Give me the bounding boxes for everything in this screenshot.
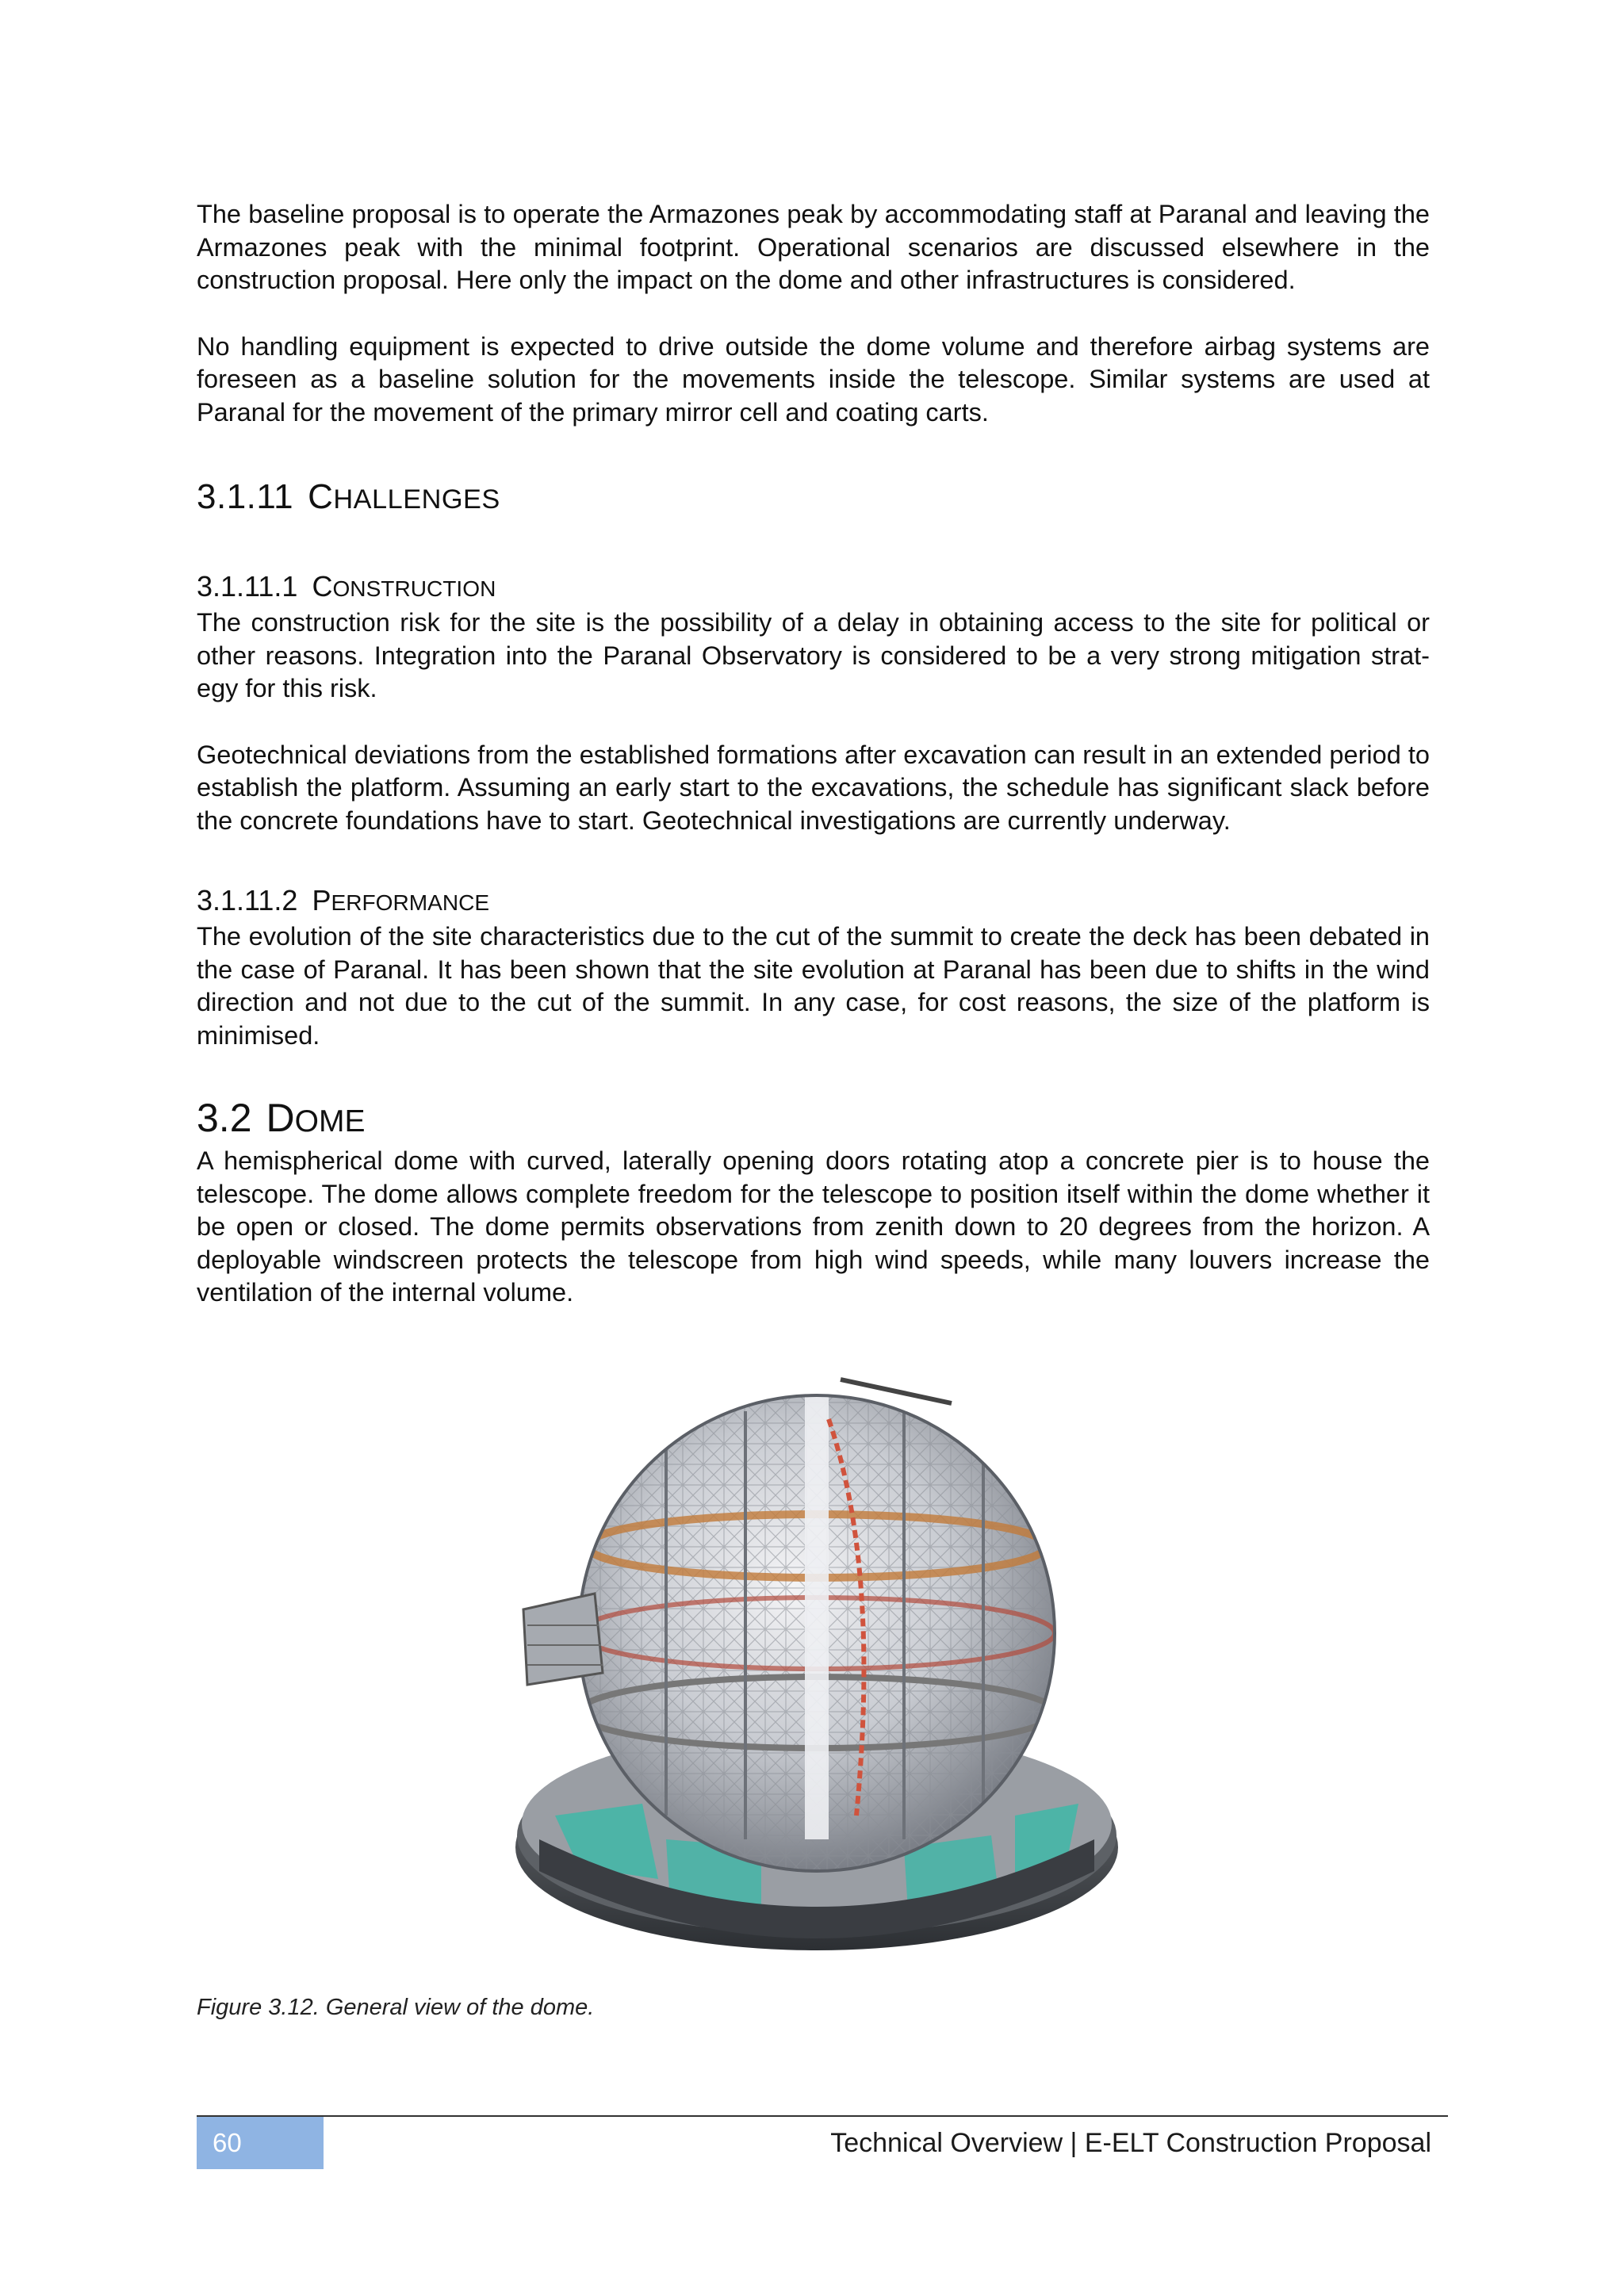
heading-dome [197,1095,1430,1145]
heading-construction [197,569,1430,607]
heading-rest: ONSTRUCTION [332,576,496,601]
heading-initial: C [308,477,334,516]
dome-figure [508,1372,1126,1982]
page-number: 60 [213,2128,242,2157]
heading-initial: C [312,570,333,603]
heading-number: 3.2 [197,1096,252,1140]
heading-number: 3.1.11.1 [197,570,298,603]
paragraph-site-evolution: The evolution of the site characteristics due to the cut of the summit to create the deck has been debated in the case of Paranal. It has been shown that the site evolution at Paranal has been due to shifts in the wind direction and not due to the cut of the summit. In any case, for cost reasons, the size of the platform is minimised. [197,922,1430,1050]
heading-challenges [197,476,1430,520]
dome-rendering-icon [508,1372,1126,1982]
heading-rest: ERFORMANCE [331,890,490,915]
heading-initial: P [312,884,331,916]
heading-rest: HALLENGES [333,484,500,515]
paragraph-construction-risk: The construction risk for the site is the possibility of a delay in obtaining access to the site for political or other reasons. Integration into the Paranal Observatory is considered to be a very strong mitigation strat-egy for this risk. [197,608,1430,702]
heading-rest: OME [294,1104,366,1138]
paragraph-dome-description: A hemispherical dome with curved, laterally opening doors rotating atop a concrete pier is to house the telescope. The dome allows complete freedom for the telescope to position itself within the dome whether it be open or closed. The dome permits observations from zenith down to 20 degrees from the horizon. A deployable windscreen protects the telescope from high wind speeds, while many louvers increase the ventilation of the internal volume. [197,1146,1430,1307]
paragraph-handling: No handling equipment is expected to drive outside the dome volume and therefore airbag systems are foreseen as a baseline solution for the movements inside the telescope. Similar systems are used at Paranal for the movement of the primary mirror cell and coating carts. [197,331,1430,427]
heading-number: 3.1.11.2 [197,884,298,916]
footer-divider [197,2115,1448,2117]
paragraph-geotechnical: Geotechnical deviations from the established formations after excavation can result in an extended period to establish the platform. Assuming an early start to the excavations, the schedule has significant slack before the concrete foundations have to start. Geotechnical investigations are currently underway. [197,740,1430,835]
heading-performance [197,883,1430,920]
footer-title: Technical Overview | E-ELT Construction Proposal [830,2128,1431,2158]
figure-caption: Figure 3.12. General view of the dome. [197,1995,595,2020]
paragraph-operations: The baseline proposal is to operate the Armazones peak by accommodating staff at Paranal and leaving the Armazones peak with the minimal footprint. Operational scenarios are discussed elsewhere in the construction proposal. Here only the impact on the dome and other infrastructures is considered. [197,200,1430,294]
main-content [197,198,1430,1310]
heading-number: 3.1.11 [197,477,294,516]
heading-initial: D [266,1096,295,1140]
